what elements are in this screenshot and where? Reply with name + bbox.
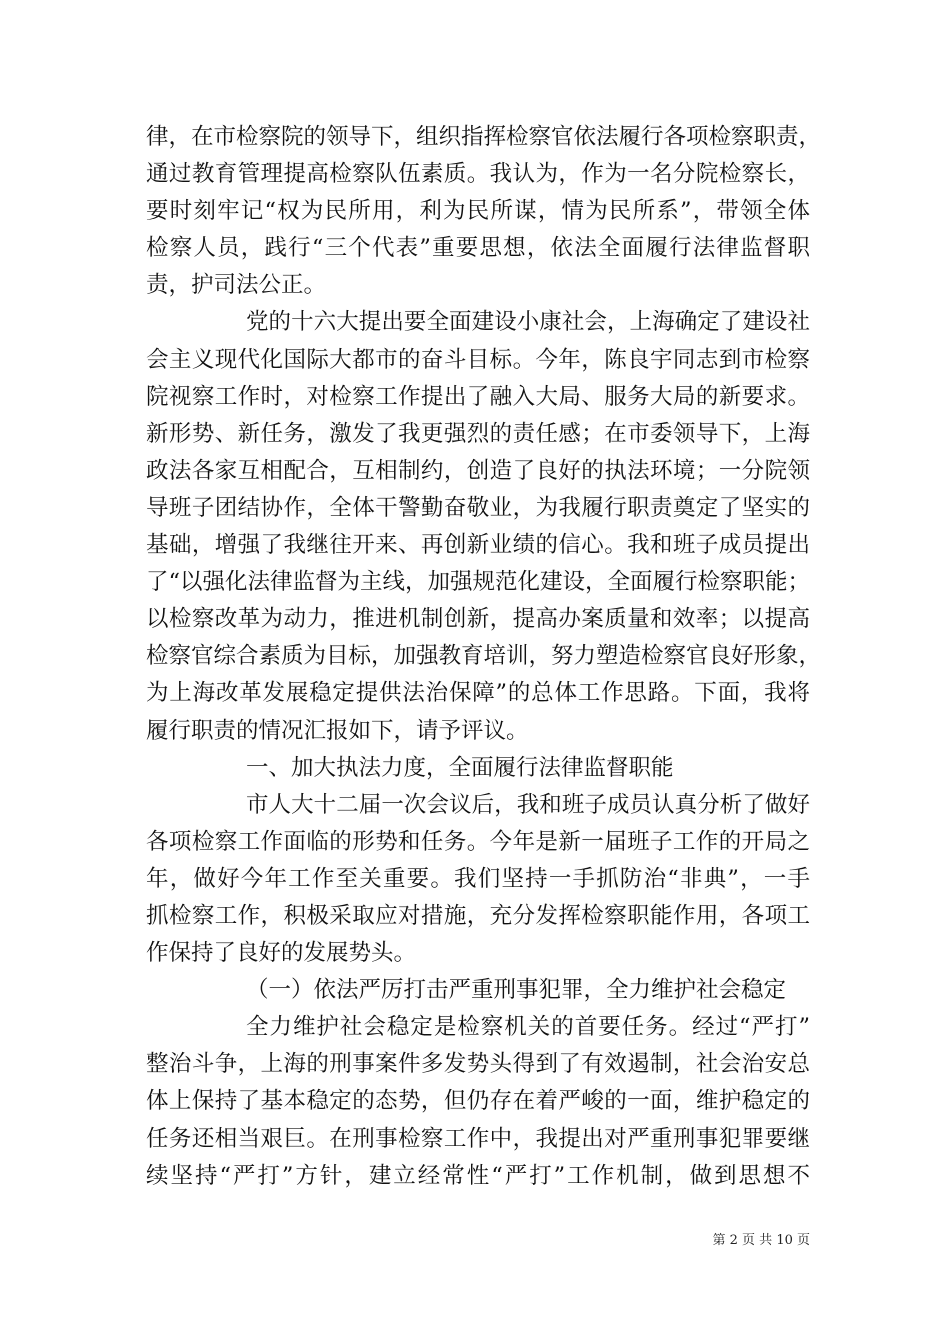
text-line: 整治斗争，上海的刑事案件多发势头得到了有效遏制，社会治安总 [146,1051,810,1078]
text-line: 体上保持了基本稳定的态势，但仍存在着严峻的一面，维护稳定的 [146,1088,810,1115]
text-line: 履行职责的情况汇报如下，请予评议。 [146,717,529,744]
text-line: 市人大十二届一次会议后，我和班子成员认真分析了做好 [246,791,810,818]
text-line: 以检察改革为动力，推进机制创新，提高办案质量和效率；以提高 [146,606,810,633]
text-line: 检察官综合素质为目标，加强教育培训，努力塑造检察官良好形象， [146,643,822,670]
text-line: 各项检察工作面临的形势和任务。今年是新一届班子工作的开局之 [146,828,810,855]
text-line: 基础，增强了我继往开来、再创新业绩的信心。我和班子成员提出 [146,532,810,559]
document-body [146,119,822,1195]
text-line: 任务还相当艰巨。在刑事检察工作中，我提出对严重刑事犯罪要继 [146,1125,810,1152]
text-line: 党的十六大提出要全面建设小康社会，上海确定了建设社 [246,309,810,336]
text-line: 抓检察工作，积极采取应对措施，充分发挥检察职能作用，各项工 [146,902,810,929]
text-line: 年，做好今年工作至关重要。我们坚持一手抓防治“非典”，一手 [146,865,810,892]
text-line: 院视察工作时，对检察工作提出了融入大局、服务大局的新要求。 [146,383,810,410]
text-line: 为上海改革发展稳定提供法治保障”的总体工作思路。下面，我将 [146,680,810,707]
text-line: 导班子团结协作，全体干警勤奋敬业，为我履行职责奠定了坚实的 [146,494,810,521]
text-line: 要时刻牢记“权为民所用，利为民所谋，情为民所系”，带领全体 [146,198,810,225]
text-line: 作保持了良好的发展势头。 [146,940,417,967]
text-line: 新形势、新任务，激发了我更强烈的责任感；在市委领导下，上海 [146,420,810,447]
text-line: 检察人员，践行“三个代表”重要思想，依法全面履行法律监督职 [146,235,810,262]
page-number-footer: 第 2 页 共 10 页 [712,1233,810,1248]
text-line: 政法各家互相配合，互相制约，创造了良好的执法环境；一分院领 [146,457,810,484]
text-line: 续坚持“严打”方针，建立经常性“严打”工作机制，做到思想不 [146,1162,810,1189]
text-line: 通过教育管理提高检察队伍素质。我认为，作为一名分院检察长， [146,161,810,188]
subsection-heading: （一）依法严厉打击严重刑事犯罪，全力维护社会稳定 [246,977,787,1004]
text-line: 律，在市检察院的领导下，组织指挥检察官依法履行各项检察职责， [146,124,822,150]
text-line: 了“以强化法律监督为主线，加强规范化建设，全面履行检察职能； [146,569,811,596]
text-line: 全力维护社会稳定是检察机关的首要任务。经过“严打” [246,1014,810,1041]
text-line: 责，护司法公正。 [146,272,327,299]
section-heading: 一、加大执法力度，全面履行法律监督职能 [246,754,674,781]
text-line: 会主义现代化国际大都市的奋斗目标。今年，陈良宇同志到市检察 [146,346,810,373]
